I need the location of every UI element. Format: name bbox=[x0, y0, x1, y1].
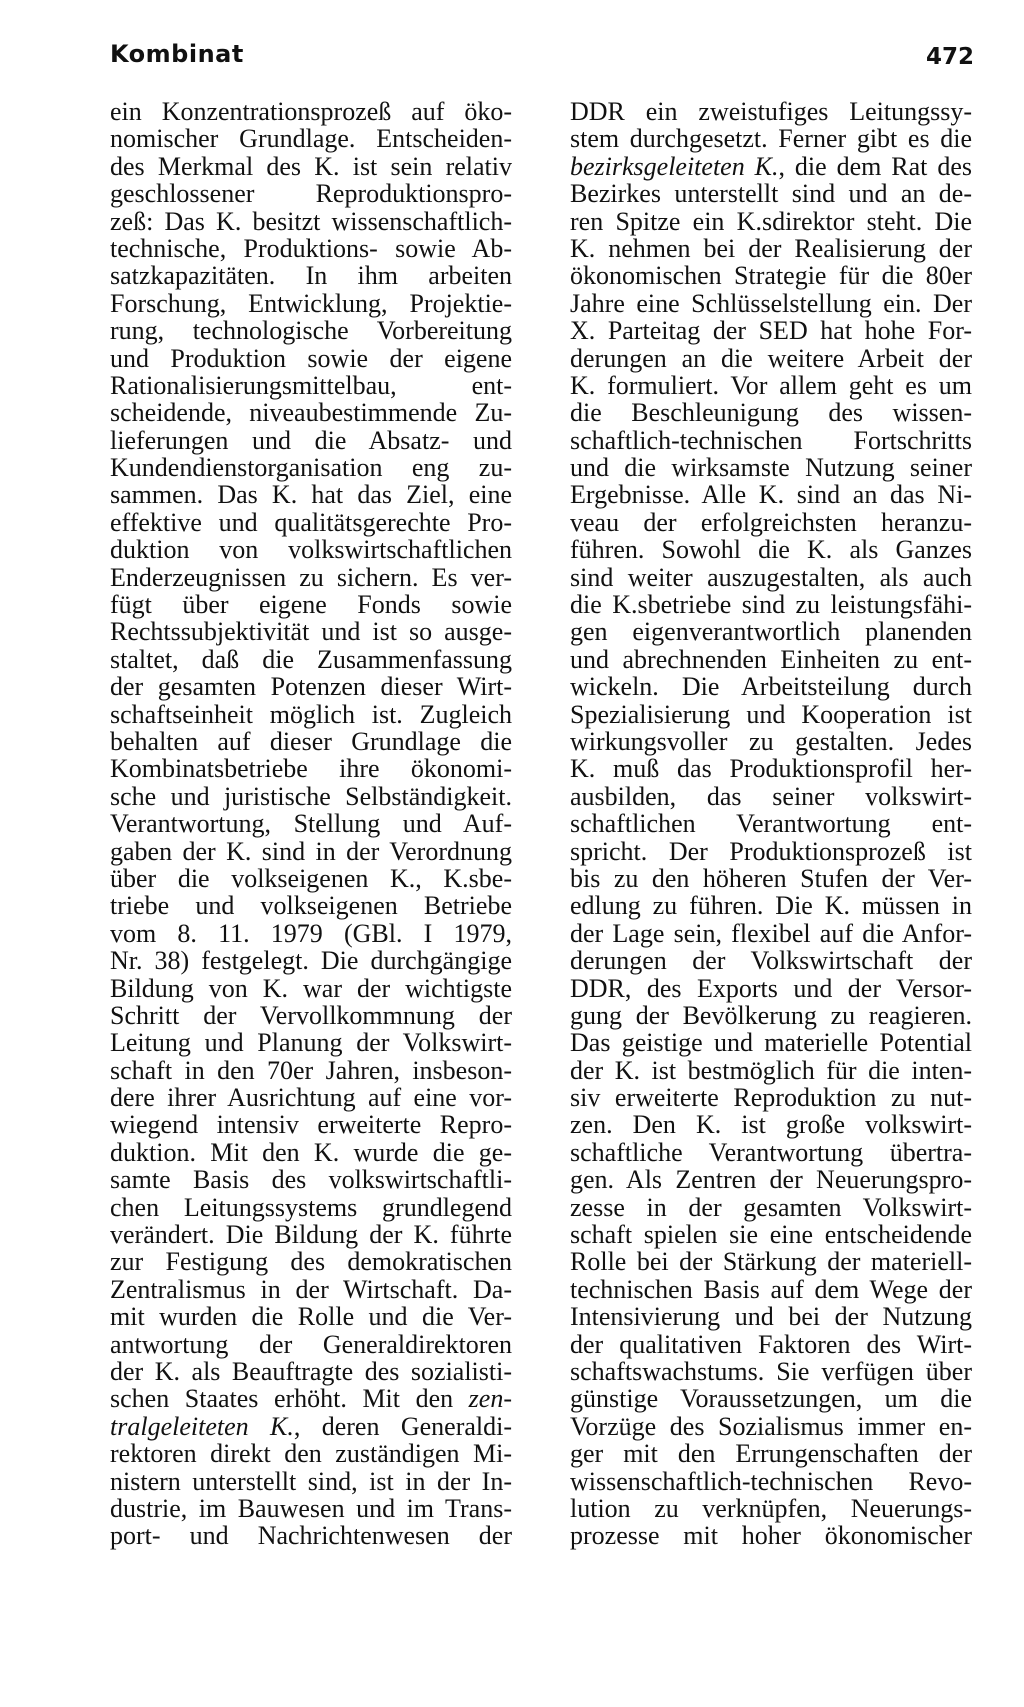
text-line: stem durchgesetzt. Ferner gibt es die bbox=[570, 124, 972, 154]
text-line: die K.sbetriebe sind zu leistungsfähi- bbox=[570, 590, 972, 620]
text-line: Rationalisierungsmittelbau, ent- bbox=[110, 370, 512, 400]
text-line: zen. Den K. ist große volkswirt- bbox=[570, 1110, 972, 1140]
text-line: sind weiter auszugestalten, als auch bbox=[570, 562, 972, 592]
italic-term: bezirksgeleiteten K. bbox=[570, 151, 779, 181]
text-line: schaftlichen Verantwortung ent- bbox=[570, 809, 972, 839]
text-line: effektive und qualitätsgerechte Pro- bbox=[110, 507, 512, 537]
text-line: ein Konzentrationsprozeß auf öko- bbox=[110, 97, 512, 126]
text-line: spricht. Der Produktionsprozeß ist bbox=[570, 836, 972, 866]
text-line: schaftswachstums. Sie verfügen über bbox=[570, 1356, 972, 1386]
text-segment: , deren Generaldi- bbox=[293, 1411, 512, 1441]
text-line: führen. Sowohl die K. als Ganzes bbox=[570, 535, 972, 565]
text-line: dustrie, im Bauwesen und im Trans- bbox=[110, 1493, 512, 1523]
text-line: prozesse mit hoher ökonomischer bbox=[570, 1521, 972, 1551]
text-line: der K. als Beauftragte des sozialisti- bbox=[110, 1356, 512, 1386]
text-line: technische, Produktions- sowie Ab- bbox=[110, 233, 512, 263]
text-line: sche und juristische Selbständigkeit. bbox=[110, 781, 512, 811]
text-line: über die volkseigenen K., K.sbe- bbox=[110, 863, 512, 893]
text-line: Zentralismus in der Wirtschaft. Da- bbox=[110, 1274, 512, 1304]
text-line-with-italic bbox=[570, 153, 972, 180]
text-line: gaben der K. sind in der Verordnung bbox=[110, 836, 512, 866]
text-line: wiegend intensiv erweiterte Repro- bbox=[110, 1110, 512, 1140]
text-line: ren Spitze ein K.sdirektor steht. Die bbox=[570, 206, 972, 236]
text-line: Kombinatsbetriebe ihre ökonomi- bbox=[110, 754, 512, 784]
text-line: Rolle bei der Stärkung der materiell- bbox=[570, 1247, 972, 1277]
text-line: scheidende, niveaubestimmende Zu- bbox=[110, 398, 512, 428]
text-line: bis zu den höheren Stufen der Ver- bbox=[570, 863, 972, 893]
text-line: schaft in den 70er Jahren, insbeson- bbox=[110, 1055, 512, 1085]
text-line-with-italic bbox=[110, 1385, 512, 1412]
text-line: edlung zu führen. Die K. müssen in bbox=[570, 891, 972, 921]
text-line: DDR, des Exports und der Versor- bbox=[570, 973, 972, 1003]
text-line: derungen der Volkswirtschaft der bbox=[570, 946, 972, 976]
italic-term: zen- bbox=[468, 1384, 512, 1414]
text-line: DDR ein zweistufiges Leitungssy- bbox=[570, 97, 972, 126]
text-line: veau der erfolgreichsten heranzu- bbox=[570, 507, 972, 537]
text-line: zesse in der gesamten Volkswirt- bbox=[570, 1192, 972, 1222]
text-line: Intensivierung und bei der Nutzung bbox=[570, 1302, 972, 1332]
text-line: duktion von volkswirtschaftlichen bbox=[110, 535, 512, 565]
text-line: der gesamten Potenzen dieser Wirt- bbox=[110, 672, 512, 702]
text-line: die Beschleunigung des wissen- bbox=[570, 398, 972, 428]
text-line: der K. ist bestmöglich für die inten- bbox=[570, 1055, 972, 1085]
text-line: Kundendienstorganisation eng zu- bbox=[110, 453, 512, 483]
text-line: und abrechnenden Einheiten zu ent- bbox=[570, 644, 972, 674]
text-line: der Lage sein, flexibel auf die Anfor- bbox=[570, 918, 972, 948]
text-line-with-italic bbox=[110, 1413, 512, 1440]
text-line: sammen. Das K. hat das Ziel, eine bbox=[110, 480, 512, 510]
text-line: gung der Bevölkerung zu reagieren. bbox=[570, 1000, 972, 1030]
text-line: behalten auf dieser Grundlage die bbox=[110, 726, 512, 756]
text-line: schaftlich-technischen Fortschritts bbox=[570, 425, 972, 455]
text-line: Forschung, Entwicklung, Projektie- bbox=[110, 288, 512, 318]
text-line: technischen Basis auf dem Wege der bbox=[570, 1274, 972, 1304]
text-line: samte Basis des volkswirtschaftli- bbox=[110, 1165, 512, 1195]
text-line: Schritt der Vervollkommnung der bbox=[110, 1000, 512, 1030]
text-line: wickeln. Die Arbeitsteilung durch bbox=[570, 672, 972, 702]
text-line: und die wirksamste Nutzung seiner bbox=[570, 453, 972, 483]
text-line: ausbilden, das seiner volkswirt- bbox=[570, 781, 972, 811]
text-line: Nr. 38) festgelegt. Die durchgängige bbox=[110, 946, 512, 976]
text-line: gen eigenverantwortlich planenden bbox=[570, 617, 972, 647]
text-line: wirkungsvoller zu gestalten. Jedes bbox=[570, 726, 972, 756]
text-line: Verantwortung, Stellung und Auf- bbox=[110, 809, 512, 839]
text-line: rektoren direkt den zuständigen Mi- bbox=[110, 1439, 512, 1469]
text-line: fügt über eigene Fonds sowie bbox=[110, 590, 512, 620]
text-line: port- und Nachrichtenwesen der bbox=[110, 1521, 512, 1551]
text-line: Vorzüge des Sozialismus immer en- bbox=[570, 1411, 972, 1441]
text-line: Bezirkes unterstellt sind und an de- bbox=[570, 179, 972, 209]
text-line: Das geistige und materielle Potential bbox=[570, 1028, 972, 1058]
text-line: K. muß das Produktionsprofil her- bbox=[570, 754, 972, 784]
text-line: vom 8. 11. 1979 (GBl. I 1979, bbox=[110, 918, 512, 948]
left-column bbox=[110, 98, 512, 1550]
text-line: ger mit den Errungenschaften der bbox=[570, 1439, 972, 1469]
text-line: des Merkmal des K. ist sein relativ bbox=[110, 151, 512, 181]
text-line: geschlossener Reproduktionspro- bbox=[110, 179, 512, 209]
text-line: schaftseinheit möglich ist. Zugleich bbox=[110, 699, 512, 729]
text-line: satzkapazitäten. In ihm arbeiten bbox=[110, 261, 512, 291]
text-line: duktion. Mit den K. wurde die ge- bbox=[110, 1137, 512, 1167]
running-head: Kombinat bbox=[110, 40, 244, 68]
text-line: nistern unterstellt sind, ist in der In- bbox=[110, 1466, 512, 1496]
text-line: Leitung und Planung der Volkswirt- bbox=[110, 1028, 512, 1058]
text-line: günstige Voraussetzungen, um die bbox=[570, 1384, 972, 1414]
text-line: nomischer Grundlage. Entscheiden- bbox=[110, 124, 512, 154]
page-number: 472 bbox=[925, 44, 974, 70]
italic-term: tralgeleiteten K. bbox=[110, 1411, 294, 1441]
text-line: gen. Als Zentren der Neuerungspro- bbox=[570, 1165, 972, 1195]
text-line: der qualitativen Faktoren des Wirt- bbox=[570, 1329, 972, 1359]
text-line: Enderzeugnissen zu sichern. Es ver- bbox=[110, 562, 512, 592]
text-line: verändert. Die Bildung der K. führte bbox=[110, 1220, 512, 1250]
text-line: zur Festigung des demokratischen bbox=[110, 1247, 512, 1277]
text-line: lieferungen und die Absatz- und bbox=[110, 425, 512, 455]
text-line: wissenschaftlich-technischen Revo- bbox=[570, 1466, 972, 1496]
text-line: lution zu verknüpfen, Neuerungs- bbox=[570, 1493, 972, 1523]
text-line: und Produktion sowie der eigene bbox=[110, 343, 512, 373]
text-line: X. Parteitag der SED hat hohe For- bbox=[570, 316, 972, 346]
text-line: chen Leitungssystems grundlegend bbox=[110, 1192, 512, 1222]
text-line: siv erweiterte Reproduktion zu nut- bbox=[570, 1083, 972, 1113]
text-line: mit wurden die Rolle und die Ver- bbox=[110, 1302, 512, 1332]
text-line: Bildung von K. war der wichtigste bbox=[110, 973, 512, 1003]
text-line: derungen an die weitere Arbeit der bbox=[570, 343, 972, 373]
text-line: schaft spielen sie eine entscheidende bbox=[570, 1220, 972, 1250]
text-segment: schen Staates erhöht. Mit den bbox=[110, 1384, 469, 1414]
text-line: antwortung der Generaldirektoren bbox=[110, 1329, 512, 1359]
text-line: K. formuliert. Vor allem geht es um bbox=[570, 370, 972, 400]
text-line: Spezialisierung und Kooperation ist bbox=[570, 699, 972, 729]
right-column bbox=[570, 98, 972, 1550]
text-line: triebe und volkseigenen Betriebe bbox=[110, 891, 512, 921]
text-line: rung, technologische Vorbereitung bbox=[110, 316, 512, 346]
text-line: schaftliche Verantwortung übertra- bbox=[570, 1137, 972, 1167]
text-line: K. nehmen bei der Realisierung der bbox=[570, 233, 972, 263]
text-segment: , die dem Rat des bbox=[778, 151, 972, 181]
text-line: dere ihrer Ausrichtung auf eine vor- bbox=[110, 1083, 512, 1113]
text-line: Rechtssubjektivität und ist so ausge- bbox=[110, 617, 512, 647]
text-line: Ergebnisse. Alle K. sind an das Ni- bbox=[570, 480, 972, 510]
text-line: zeß: Das K. besitzt wissenschaftlich- bbox=[110, 206, 512, 236]
text-line: staltet, daß die Zusammenfassung bbox=[110, 644, 512, 674]
text-line: ökonomischen Strategie für die 80er bbox=[570, 261, 972, 291]
text-line: Jahre eine Schlüsselstellung ein. Der bbox=[570, 288, 972, 318]
